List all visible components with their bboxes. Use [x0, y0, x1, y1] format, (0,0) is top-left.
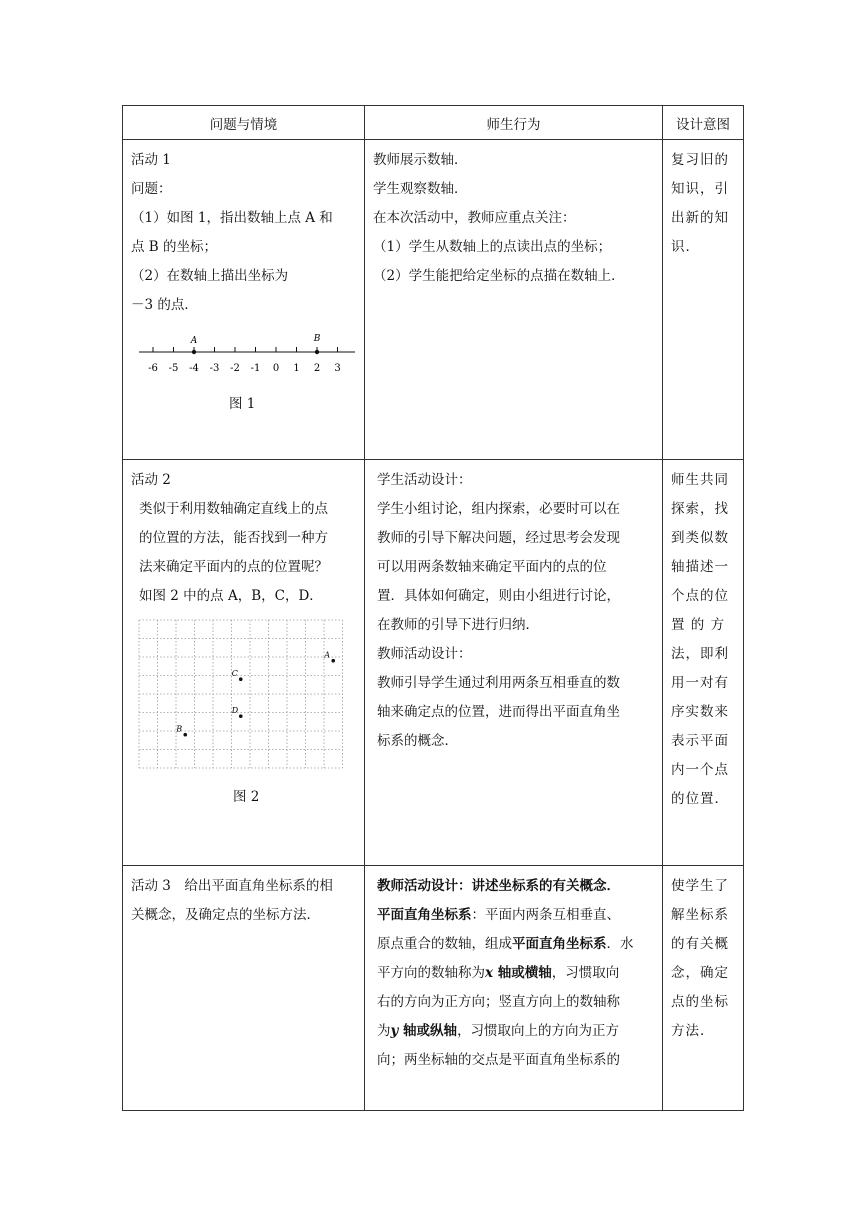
text-line: 探索，找	[671, 501, 729, 517]
header-row	[123, 106, 744, 140]
activity-1-row	[123, 140, 744, 460]
text-line: 在教师的引导下进行归纳．	[377, 617, 539, 633]
text-line: 轴描述一	[671, 559, 729, 575]
text-line: 的有关概	[671, 936, 729, 952]
text-line: 如图 2 中的点 A，B，C，D．	[139, 588, 323, 604]
text-span: ：平面内两条互相垂直、	[471, 907, 620, 923]
text-line	[377, 930, 654, 959]
text-line: 方法．	[671, 1023, 715, 1039]
activity-3-intent	[663, 866, 744, 1111]
text-line: 教师引导学生通过利用两条互相垂直的数	[377, 675, 620, 691]
text-span: ，习惯取向	[551, 965, 620, 981]
point-b-dot	[315, 350, 319, 354]
text-line: 在本次活动中，教师应重点关注：	[373, 210, 576, 226]
text-line: （1）学生从数轴上的点读出点的坐标；	[373, 239, 612, 255]
number-line-tick-label: -2	[230, 363, 240, 374]
text-line: 标系的概念．	[377, 733, 458, 749]
text-span: ，习惯取向上的方向为正方	[457, 1023, 620, 1039]
text-line: 使学生了	[671, 878, 729, 894]
header-intent: 设计意图	[663, 106, 744, 140]
activity-3-row	[123, 866, 744, 1111]
activity-3-situation	[123, 866, 365, 1111]
text-line: 内一个点	[671, 762, 729, 778]
grid-figure	[137, 617, 353, 769]
text-line: 置．具体如何确定，则由小组进行讨论，	[377, 588, 620, 604]
text-line: 置 的 方	[671, 617, 726, 633]
activity-3-behavior	[365, 866, 663, 1111]
text-line: 教师活动设计：讲述坐标系的有关概念．	[377, 878, 620, 894]
text-span: ．水	[606, 936, 634, 952]
text-line: 念，确定	[671, 965, 729, 981]
text-line: 序实数来	[671, 704, 729, 720]
activity-2-intent	[663, 460, 744, 866]
term-y-symbol: y	[390, 1023, 399, 1039]
text-line: （1）如图 1，指出数轴上点 A 和	[131, 210, 333, 226]
text-line: 师生共同	[671, 472, 729, 488]
text-line: 学生小组讨论，组内探索，必要时可以在	[377, 501, 620, 517]
text-line	[377, 901, 654, 930]
header-situation: 问题与情境	[123, 106, 365, 140]
text-line: 识．	[671, 239, 700, 255]
grid-point-label: C	[231, 669, 238, 679]
text-line: （2）学生能把给定坐标的点描在数轴上．	[373, 268, 625, 284]
point-b-label: B	[313, 334, 321, 344]
grid-point-dot	[239, 714, 243, 718]
number-line-tick-label: -5	[168, 363, 179, 374]
text-line: 可以用两条数轴来确定平面内的点的位	[377, 559, 607, 575]
text-line	[377, 1017, 654, 1046]
figure-1-caption: 图 1	[229, 396, 256, 412]
text-line: 用一对有	[671, 675, 729, 691]
number-line-tick-label: 3	[334, 363, 341, 374]
number-line-tick-label: 0	[272, 363, 280, 374]
text-line: 法来确定平面内的点的位置呢？	[139, 559, 328, 575]
text-line: 活动 2	[131, 472, 171, 488]
term-coordinate-system: 平面直角坐标系	[377, 907, 472, 923]
activity-1-behavior	[365, 140, 663, 460]
text-line: 类似于利用数轴确定直线上的点	[139, 501, 328, 517]
header-behavior: 师生行为	[365, 106, 663, 140]
text-line: 轴来确定点的位置，进而得出平面直角坐	[377, 704, 620, 720]
text-line: 的位置的方法，能否找到一种方	[139, 530, 328, 546]
text-line: 右的方向为正方向；竖直方向上的数轴称	[377, 994, 620, 1010]
grid-point-dot	[239, 677, 243, 681]
lesson-plan-table	[122, 105, 744, 1111]
activity-1-situation	[123, 140, 365, 460]
activity-1-intent	[663, 140, 744, 460]
text-line: 关概念，及确定点的坐标方法．	[131, 907, 320, 923]
number-line-tick-label: -4	[189, 363, 199, 374]
text-line: 活动 1	[131, 152, 171, 168]
text-line: 教师活动设计：	[377, 646, 472, 662]
term-x-symbol: x	[485, 965, 494, 981]
number-line-tick-label: -6	[148, 363, 158, 374]
number-line-tick-label: -1	[250, 363, 261, 374]
text-line: 个点的位	[671, 588, 729, 604]
text-line: 法，即利	[671, 646, 729, 662]
text-line: 解坐标系	[671, 907, 729, 923]
term-coordinate-system: 平面直角坐标系	[512, 936, 607, 952]
point-a-label: A	[190, 336, 198, 346]
number-line-figure	[129, 326, 355, 386]
figure-2-caption: 图 2	[233, 789, 260, 805]
number-line-tick-label: 1	[293, 363, 300, 374]
text-line: 表示平面	[671, 733, 729, 749]
text-span: 原点重合的数轴，组成	[377, 936, 512, 952]
grid-point-label: B	[176, 724, 183, 734]
text-line: －3 的点．	[131, 297, 198, 313]
activity-2-row	[123, 460, 744, 866]
text-line: 知识，引	[671, 181, 729, 197]
text-span: 平方向的数轴称为	[377, 965, 485, 981]
activity-2-situation	[123, 460, 365, 866]
text-line: 复习旧的	[671, 152, 729, 168]
text-line: 教师展示数轴．	[373, 152, 468, 168]
grid-point-label: D	[231, 706, 239, 716]
grid-point-dot	[183, 733, 187, 737]
point-a-dot	[192, 350, 196, 354]
text-line: 问题：	[131, 181, 172, 197]
text-line: 的位置．	[671, 791, 729, 807]
text-line: 学生活动设计：	[377, 472, 472, 488]
term-y-axis: 轴或纵轴	[398, 1023, 458, 1039]
text-line: 到类似数	[671, 530, 729, 546]
grid-point-dot	[331, 659, 335, 663]
term-x-axis: 轴或横轴	[493, 965, 552, 981]
grid-point-label: A	[324, 650, 331, 660]
text-line: 点的坐标	[671, 994, 729, 1010]
text-line: 活动 3 给出平面直角坐标系的相	[131, 878, 333, 894]
text-line: 教师的引导下解决问题，经过思考会发现	[377, 530, 620, 546]
text-line: （2）在数轴上描出坐标为	[131, 268, 289, 284]
text-line	[377, 959, 654, 988]
number-line-tick-label: 2	[313, 363, 321, 374]
number-line-tick-label: -3	[209, 363, 220, 374]
text-line: 出新的知	[671, 210, 729, 226]
text-line: 向；两坐标轴的交点是平面直角坐标系的	[377, 1052, 620, 1068]
text-line: 点 B 的坐标；	[131, 239, 218, 255]
activity-2-behavior	[365, 460, 663, 866]
text-span: 为	[377, 1023, 391, 1039]
text-line: 学生观察数轴．	[373, 181, 468, 197]
